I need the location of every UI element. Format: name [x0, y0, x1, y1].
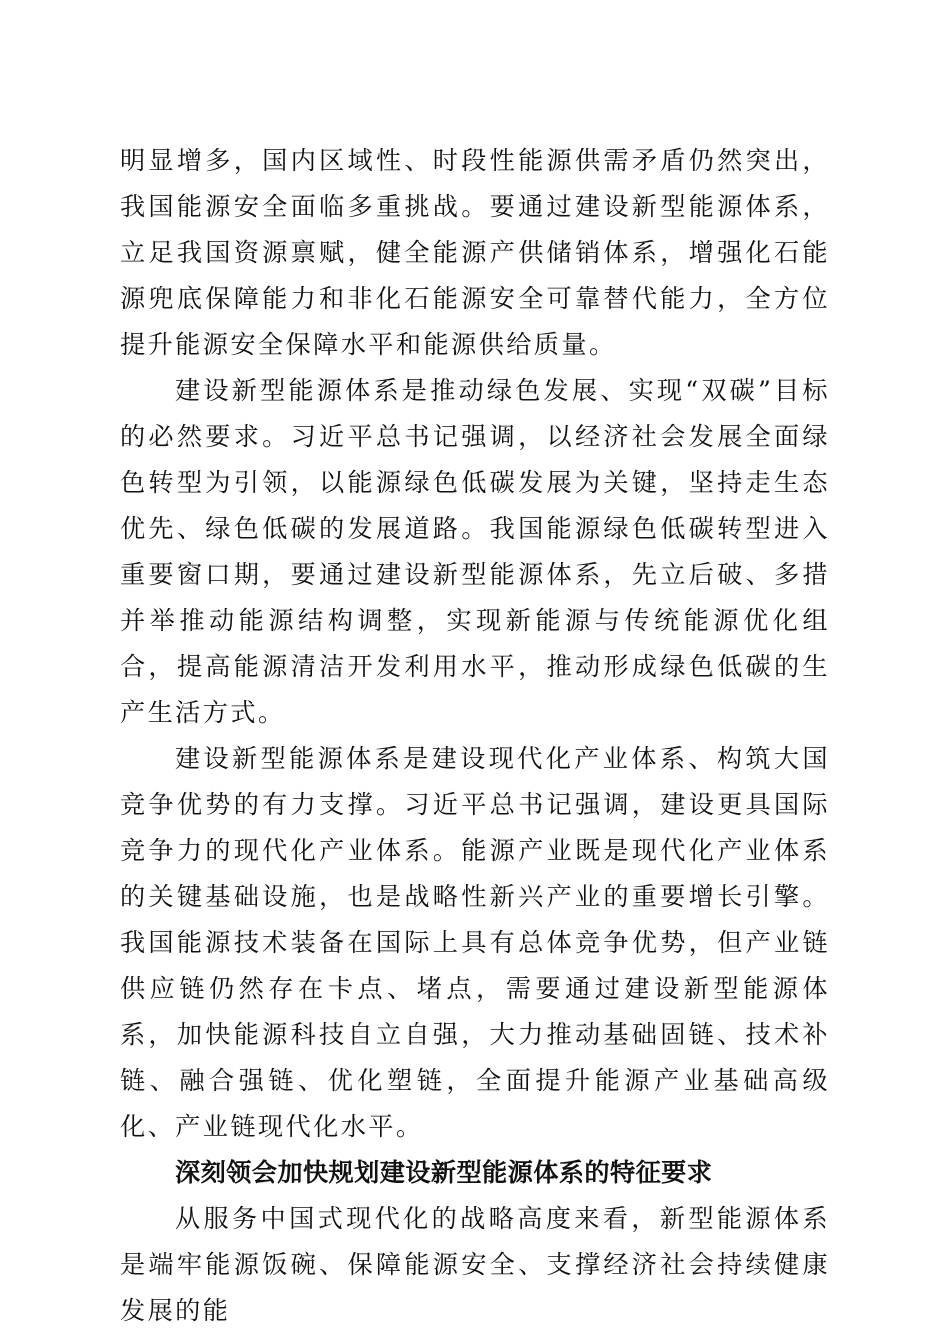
paragraph-industrial-system: 建设新型能源体系是建设现代化产业体系、构筑大国竞争优势的有力支撑。习近平总书记强调，建设更具国际竞争力的现代化产业体系。能源产业既是现代化产业体系的关键基础设施，也是战略性新兴产业的重要增长引擎。我国能源技术装备在国际上具有总体竞争优势，但产业链供应链仍然存在卡点、堵点，需要通过建设新型能源体系，加快能源科技自立自强，大力推动基础固链、技术补链、融合强链、优化塑链，全面提升能源产业基础高级化、产业链现代化水平。	[120, 744, 830, 1141]
paragraph-strategic-height: 从服务中国式现代化的战略高度来看，新型能源体系是端牢能源饭碗、保障能源安全、支撑经济社会持续健康发展的能	[120, 1204, 830, 1325]
paragraph-energy-security: 明显增多，国内区域性、时段性能源供需矛盾仍然突出，我国能源安全面临多重挑战。要通过建设新型能源体系，立足我国资源禀赋，健全能源产供储销体系，增强化石能源兜底保障能力和非化石能源安全可靠替代能力，全方位提升能源安全保障水平和能源供给质量。	[120, 146, 830, 359]
document-page	[120, 138, 830, 1334]
paragraph-green-development: 建设新型能源体系是推动绿色发展、实现“双碳”目标的必然要求。习近平总书记强调，以经济社会发展全面绿色转型为引领，以能源绿色低碳发展为关键，坚持走生态优先、绿色低碳的发展道路。我国能源绿色低碳转型进入重要窗口期，要通过建设新型能源体系，先立后破、多措并举推动能源结构调整，实现新能源与传统能源优化组合，提高能源清洁开发利用水平，推动形成绿色低碳的生产生活方式。	[120, 376, 830, 727]
section-heading: 深刻领会加快规划建设新型能源体系的特征要求	[175, 1158, 713, 1187]
